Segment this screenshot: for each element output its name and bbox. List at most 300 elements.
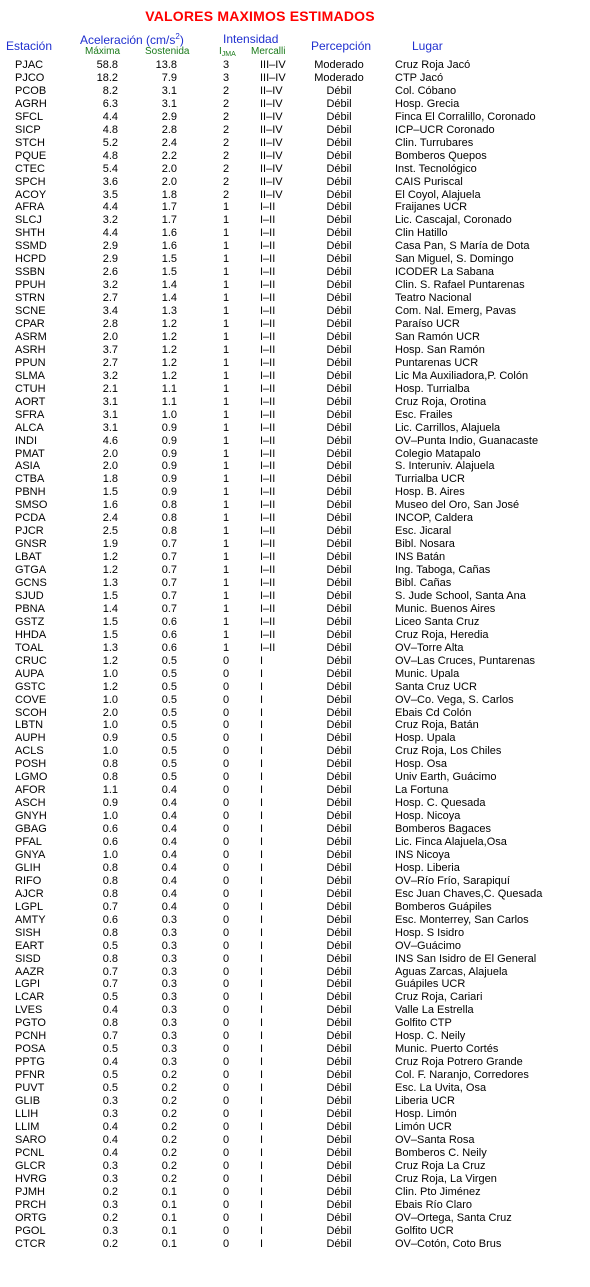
intensity-mercalli: I <box>260 1043 264 1056</box>
accel-maxima: 2.5 <box>102 525 118 538</box>
accel-maxima: 2.7 <box>102 292 118 305</box>
accel-maxima: 0.4 <box>102 1133 118 1146</box>
perception: Débil <box>326 797 352 810</box>
perception: Débil <box>326 1082 352 1094</box>
accel-maxima: 1.5 <box>102 589 118 602</box>
location: OV–Cotón, Coto Brus <box>395 1237 502 1250</box>
accel-sostenida: 0.3 <box>161 913 177 926</box>
location: OV–Santa Rosa <box>395 1133 475 1146</box>
intensity-mercalli: I <box>260 1224 264 1237</box>
perception: Débil <box>326 1017 352 1030</box>
intensity-jma: 1 <box>222 240 230 253</box>
accel-sostenida: 1.5 <box>161 253 177 266</box>
station-code: CRUC <box>15 654 47 667</box>
intensity-mercalli: I–II <box>260 356 276 369</box>
location: San Miguel, S. Domingo <box>395 253 514 266</box>
table-row <box>0 564 590 577</box>
intensity-mercalli: II–IV <box>260 175 283 188</box>
location: Hosp. S Isidro <box>395 926 465 939</box>
perception: Débil <box>326 758 352 771</box>
station-code: COVE <box>15 693 47 706</box>
station-code: AFRA <box>15 201 45 214</box>
accel-sostenida: 0.5 <box>161 732 177 745</box>
intensity-jma: 0 <box>222 978 230 991</box>
accel-sostenida: 0.7 <box>161 589 177 602</box>
header-aceleracion <box>80 32 184 47</box>
accel-sostenida: 0.5 <box>161 719 177 732</box>
location: Clin. Pto Jiménez <box>395 1185 481 1198</box>
intensity-jma: 2 <box>222 188 230 201</box>
accel-sostenida: 1.2 <box>161 356 177 369</box>
accel-sostenida: 0.5 <box>161 771 177 784</box>
intensity-jma: 0 <box>222 680 230 693</box>
location: El Coyol, Alajuela <box>395 188 481 201</box>
perception: Débil <box>326 149 352 162</box>
perception: Débil <box>326 719 352 732</box>
location: Fraijanes UCR <box>395 201 468 214</box>
station-code: PFNR <box>15 1069 45 1082</box>
intensity-mercalli: I–II <box>260 628 276 641</box>
perception: Débil <box>326 952 352 965</box>
table-row <box>0 331 590 344</box>
table-row <box>0 98 590 111</box>
accel-maxima: 0.4 <box>102 1056 118 1069</box>
accel-maxima: 2.4 <box>102 512 118 525</box>
perception: Débil <box>326 279 352 292</box>
intensity-mercalli: I–II <box>260 602 276 615</box>
accel-sostenida: 7.9 <box>161 72 177 84</box>
station-code: SCNE <box>15 305 46 317</box>
accel-sostenida: 1.6 <box>161 240 177 253</box>
station-code: GNYH <box>15 810 47 823</box>
accel-sostenida: 0.4 <box>161 874 177 887</box>
accel-sostenida: 0.2 <box>161 1095 177 1107</box>
location: INS Nicoya <box>395 848 451 861</box>
station-code: CTBA <box>15 473 45 486</box>
table-row <box>0 370 590 383</box>
intensity-jma: 1 <box>222 421 230 434</box>
perception: Débil <box>326 292 352 305</box>
intensity-mercalli: I <box>260 978 264 991</box>
perception: Débil <box>326 1004 352 1017</box>
accel-sostenida: 1.0 <box>161 408 177 421</box>
station-code: ASRH <box>15 343 46 356</box>
perception: Débil <box>326 900 352 913</box>
location: ICP–UCR Coronado <box>395 123 495 136</box>
intensity-jma: 1 <box>222 512 230 525</box>
perception: Débil <box>326 1237 352 1250</box>
intensity-mercalli: I–II <box>260 564 276 576</box>
table-row <box>0 85 590 98</box>
perception: Débil <box>326 175 352 188</box>
location: La Fortuna <box>395 784 449 797</box>
accel-sostenida: 0.1 <box>161 1224 177 1237</box>
accel-sostenida: 0.5 <box>161 706 177 719</box>
intensity-mercalli: II–IV <box>260 188 283 201</box>
accel-sostenida: 0.2 <box>161 1120 177 1133</box>
table-row <box>0 745 590 758</box>
station-code: RIFO <box>15 874 42 887</box>
station-code: ASRM <box>15 330 47 343</box>
station-code: GNSR <box>15 538 47 551</box>
accel-sostenida: 2.4 <box>161 136 177 149</box>
intensity-jma: 0 <box>222 1095 230 1107</box>
intensity-mercalli: I <box>260 1185 264 1198</box>
perception: Débil <box>326 771 352 784</box>
station-code: LGPI <box>15 978 41 991</box>
table-row <box>0 1134 590 1147</box>
table-row <box>0 629 590 642</box>
accel-maxima: 4.6 <box>102 434 118 447</box>
intensity-jma: 1 <box>222 201 230 214</box>
accel-maxima: 0.6 <box>102 913 118 926</box>
accel-sostenida: 0.3 <box>161 978 177 991</box>
location: CAIS Puriscal <box>395 175 463 188</box>
intensity-jma: 0 <box>222 939 230 952</box>
perception: Débil <box>326 1146 352 1159</box>
perception: Débil <box>326 1159 352 1172</box>
perception: Débil <box>326 913 352 926</box>
perception: Débil <box>326 823 352 835</box>
accel-maxima: 6.3 <box>102 97 118 110</box>
intensity-jma: 1 <box>222 279 230 292</box>
location: Guápiles UCR <box>395 978 466 991</box>
intensity-jma: 0 <box>222 1069 230 1082</box>
location: Esc. Frailes <box>395 408 453 421</box>
accel-maxima: 1.5 <box>102 615 118 628</box>
intensity-jma: 1 <box>222 395 230 408</box>
perception: Débil <box>326 1120 352 1133</box>
intensity-mercalli: I <box>260 732 264 745</box>
intensity-jma: 0 <box>222 771 230 784</box>
location: Hosp. C. Neily <box>395 1030 466 1043</box>
accel-maxima: 2.9 <box>102 240 118 253</box>
intensity-jma: 0 <box>222 784 230 797</box>
station-code: LCAR <box>15 991 45 1004</box>
accel-maxima: 0.5 <box>102 991 118 1004</box>
table-row <box>0 59 590 72</box>
accel-sostenida: 0.1 <box>161 1198 177 1211</box>
accel-maxima: 3.2 <box>102 214 118 227</box>
perception: Débil <box>326 110 352 123</box>
intensity-jma: 0 <box>222 1224 230 1237</box>
perception: Débil <box>326 240 352 253</box>
perception: Débil <box>326 706 352 719</box>
table-row <box>0 1069 590 1082</box>
intensity-jma: 2 <box>222 110 230 123</box>
intensity-jma: 0 <box>222 861 230 874</box>
accel-maxima: 1.2 <box>102 551 118 564</box>
intensity-jma: 0 <box>222 874 230 887</box>
perception: Débil <box>326 162 352 175</box>
location: Golfito CTP <box>395 1017 452 1030</box>
table-row <box>0 655 590 668</box>
station-code: PBNH <box>15 486 46 499</box>
accel-maxima: 0.6 <box>102 836 118 848</box>
accel-sostenida: 0.8 <box>161 512 177 525</box>
accel-sostenida: 0.2 <box>161 1108 177 1120</box>
perception: Débil <box>326 667 352 680</box>
intensity-mercalli: I <box>260 758 264 771</box>
perception: Débil <box>326 732 352 745</box>
table-row <box>0 1056 590 1069</box>
accel-sostenida: 0.1 <box>161 1185 177 1198</box>
intensity-mercalli: II–IV <box>260 84 283 97</box>
accel-sostenida: 0.3 <box>161 926 177 939</box>
location: Cruz Roja, Orotina <box>395 395 487 408</box>
table-row <box>0 603 590 616</box>
perception: Débil <box>326 887 352 900</box>
station-code: AAZR <box>15 965 45 978</box>
table-row <box>0 227 590 240</box>
table-row <box>0 305 590 318</box>
intensity-mercalli: I <box>260 719 264 732</box>
location: Esc. Jicaral <box>395 525 452 538</box>
intensity-jma: 0 <box>222 991 230 1004</box>
station-code: PMAT <box>15 447 45 460</box>
intensity-jma: 2 <box>222 136 230 149</box>
accel-sostenida: 0.3 <box>161 965 177 978</box>
perception: Débil <box>326 926 352 939</box>
table-row <box>0 1017 590 1030</box>
accel-maxima: 0.3 <box>102 1108 118 1120</box>
accel-sostenida: 0.5 <box>161 654 177 667</box>
station-code: HCPD <box>15 253 47 266</box>
location: INCOP, Caldera <box>395 512 474 525</box>
perception: Moderado <box>314 59 364 71</box>
table-row <box>0 1147 590 1160</box>
accel-sostenida: 0.8 <box>161 499 177 512</box>
location: INS Batán <box>395 551 446 564</box>
perception: Débil <box>326 305 352 317</box>
location: Lic. Finca Alajuela,Osa <box>395 836 507 848</box>
accel-sostenida: 0.4 <box>161 797 177 810</box>
accel-maxima: 1.0 <box>102 848 118 861</box>
station-code: GBAG <box>15 823 47 835</box>
intensity-jma: 0 <box>222 810 230 823</box>
station-code: PPUN <box>15 356 46 369</box>
table-row <box>0 1095 590 1108</box>
table-row <box>0 214 590 227</box>
intensity-jma: 1 <box>222 227 230 240</box>
table-row <box>0 163 590 176</box>
accel-maxima: 5.4 <box>102 162 118 175</box>
location: Esc. La Uvita, Osa <box>395 1082 487 1094</box>
location: OV–Torre Alta <box>395 641 464 654</box>
intensity-jma: 1 <box>222 292 230 305</box>
intensity-jma: 1 <box>222 266 230 279</box>
table-row <box>0 1225 590 1238</box>
page-title: VALORES MAXIMOS ESTIMADOS <box>145 8 375 24</box>
location: Paraíso UCR <box>395 318 460 330</box>
intensity-mercalli: I <box>260 1198 264 1211</box>
station-code: PBNA <box>15 602 45 615</box>
perception: Débil <box>326 577 352 589</box>
station-code: SSMD <box>15 240 47 253</box>
perception: Débil <box>326 654 352 667</box>
accel-maxima: 4.4 <box>102 110 118 123</box>
accel-maxima: 0.6 <box>102 823 118 835</box>
accel-maxima: 0.3 <box>102 1172 118 1185</box>
table-row <box>0 176 590 189</box>
location: Golfito UCR <box>395 1224 454 1237</box>
accel-maxima: 2.9 <box>102 253 118 266</box>
intensity-jma: 0 <box>222 732 230 745</box>
perception: Débil <box>326 214 352 227</box>
accel-sostenida: 0.9 <box>161 486 177 499</box>
table-row <box>0 551 590 564</box>
accel-sostenida: 1.4 <box>161 279 177 292</box>
header-estacion: Estación <box>6 39 53 53</box>
station-code: PCNH <box>15 1030 47 1043</box>
location: Hosp. Nicoya <box>395 810 461 823</box>
perception: Débil <box>326 343 352 356</box>
station-code: PPUH <box>15 279 46 292</box>
accel-maxima: 1.0 <box>102 693 118 706</box>
station-code: EART <box>15 939 45 952</box>
accel-maxima: 3.2 <box>102 279 118 292</box>
intensity-mercalli: I <box>260 965 264 978</box>
station-code: SPCH <box>15 175 46 188</box>
intensity-jma: 1 <box>222 214 230 227</box>
table-row <box>0 668 590 681</box>
location: OV–Las Cruces, Puntarenas <box>395 654 536 667</box>
perception: Débil <box>326 1095 352 1107</box>
table-row <box>0 1238 590 1251</box>
location: Clin Hatillo <box>395 227 448 240</box>
accel-maxima: 3.2 <box>102 369 118 382</box>
perception: Débil <box>326 266 352 279</box>
header-percepcion: Percepción <box>311 39 372 53</box>
intensity-jma: 2 <box>222 162 230 175</box>
station-code: PJCO <box>15 72 45 84</box>
intensity-mercalli: I <box>260 1120 264 1133</box>
table-row <box>0 1160 590 1173</box>
intensity-jma: 1 <box>222 253 230 266</box>
intensity-mercalli: I <box>260 654 264 667</box>
intensity-mercalli: I <box>260 1159 264 1172</box>
accel-sostenida: 1.2 <box>161 330 177 343</box>
accel-maxima: 1.0 <box>102 745 118 758</box>
accel-maxima: 0.5 <box>102 939 118 952</box>
accel-sostenida: 2.2 <box>161 149 177 162</box>
accel-sostenida: 0.4 <box>161 784 177 797</box>
table-row <box>0 253 590 266</box>
table-row <box>0 1043 590 1056</box>
intensity-mercalli: I–II <box>260 538 276 551</box>
accel-sostenida: 0.3 <box>161 952 177 965</box>
location: Casa Pan, S María de Dota <box>395 240 530 253</box>
perception: Débil <box>326 1224 352 1237</box>
intensity-mercalli: I–II <box>260 421 276 434</box>
intensity-mercalli: I–II <box>260 499 276 512</box>
table-row <box>0 940 590 953</box>
station-code: CPAR <box>15 318 45 330</box>
intensity-mercalli: I–II <box>260 486 276 499</box>
intensity-jma: 1 <box>222 318 230 330</box>
location: Bibl. Cañas <box>395 577 452 589</box>
accel-sostenida: 0.1 <box>161 1237 177 1250</box>
header-ijma-sub: JMA <box>221 51 236 58</box>
intensity-mercalli: I <box>260 926 264 939</box>
location: Univ Earth, Guácimo <box>395 771 497 784</box>
table-row <box>0 460 590 473</box>
perception: Débil <box>326 991 352 1004</box>
accel-maxima: 0.8 <box>102 887 118 900</box>
station-code: PPTG <box>15 1056 45 1069</box>
intensity-mercalli: III–IV <box>260 72 286 84</box>
perception: Débil <box>326 538 352 551</box>
station-code: HHDA <box>15 628 47 641</box>
intensity-jma: 1 <box>222 447 230 460</box>
perception: Débil <box>326 97 352 110</box>
location: Hosp. Upala <box>395 732 456 745</box>
location: Hosp. C. Quesada <box>395 797 486 810</box>
intensity-jma: 0 <box>222 1120 230 1133</box>
accel-maxima: 0.3 <box>102 1159 118 1172</box>
accel-maxima: 0.3 <box>102 1198 118 1211</box>
accel-sostenida: 0.4 <box>161 823 177 835</box>
location: Liberia UCR <box>395 1095 455 1107</box>
station-code: CTCR <box>15 1237 46 1250</box>
location: Clin. Turrubares <box>395 136 474 149</box>
location: Cruz Roja Potrero Grande <box>395 1056 523 1069</box>
intensity-mercalli: I–II <box>260 343 276 356</box>
intensity-jma: 0 <box>222 1172 230 1185</box>
table-row <box>0 318 590 331</box>
intensity-mercalli: I–II <box>260 214 276 227</box>
table-row <box>0 538 590 551</box>
location: OV–Co. Vega, S. Carlos <box>395 693 514 706</box>
accel-sostenida: 2.9 <box>161 110 177 123</box>
accel-sostenida: 1.2 <box>161 343 177 356</box>
intensity-jma: 1 <box>222 628 230 641</box>
header-sostenida: Sostenida <box>145 46 190 57</box>
intensity-jma: 1 <box>222 460 230 473</box>
table-row <box>0 797 590 810</box>
accel-maxima: 2.7 <box>102 356 118 369</box>
perception: Débil <box>326 447 352 460</box>
station-code: POSA <box>15 1043 46 1056</box>
table-row <box>0 344 590 357</box>
perception: Débil <box>326 1056 352 1069</box>
accel-maxima: 0.8 <box>102 874 118 887</box>
table-row <box>0 953 590 966</box>
intensity-mercalli: I–II <box>260 395 276 408</box>
intensity-mercalli: I–II <box>260 460 276 473</box>
station-code: PFAL <box>15 836 42 848</box>
intensity-jma: 1 <box>222 641 230 654</box>
accel-maxima: 0.7 <box>102 1030 118 1043</box>
station-code: ACLS <box>15 745 44 758</box>
intensity-mercalli: I <box>260 874 264 887</box>
intensity-mercalli: I <box>260 810 264 823</box>
perception: Débil <box>326 693 352 706</box>
station-code: ASCH <box>15 797 46 810</box>
accel-sostenida: 0.5 <box>161 758 177 771</box>
station-code: ALCA <box>15 421 44 434</box>
accel-sostenida: 0.2 <box>161 1133 177 1146</box>
accel-maxima: 0.8 <box>102 952 118 965</box>
accel-sostenida: 0.5 <box>161 680 177 693</box>
station-code: AUPA <box>15 667 45 680</box>
table-row <box>0 991 590 1004</box>
accel-maxima: 0.4 <box>102 1004 118 1017</box>
accel-maxima: 0.4 <box>102 1146 118 1159</box>
location: OV–Punta Indio, Guanacaste <box>395 434 539 447</box>
station-code: AJCR <box>15 887 44 900</box>
accel-sostenida: 0.2 <box>161 1082 177 1094</box>
